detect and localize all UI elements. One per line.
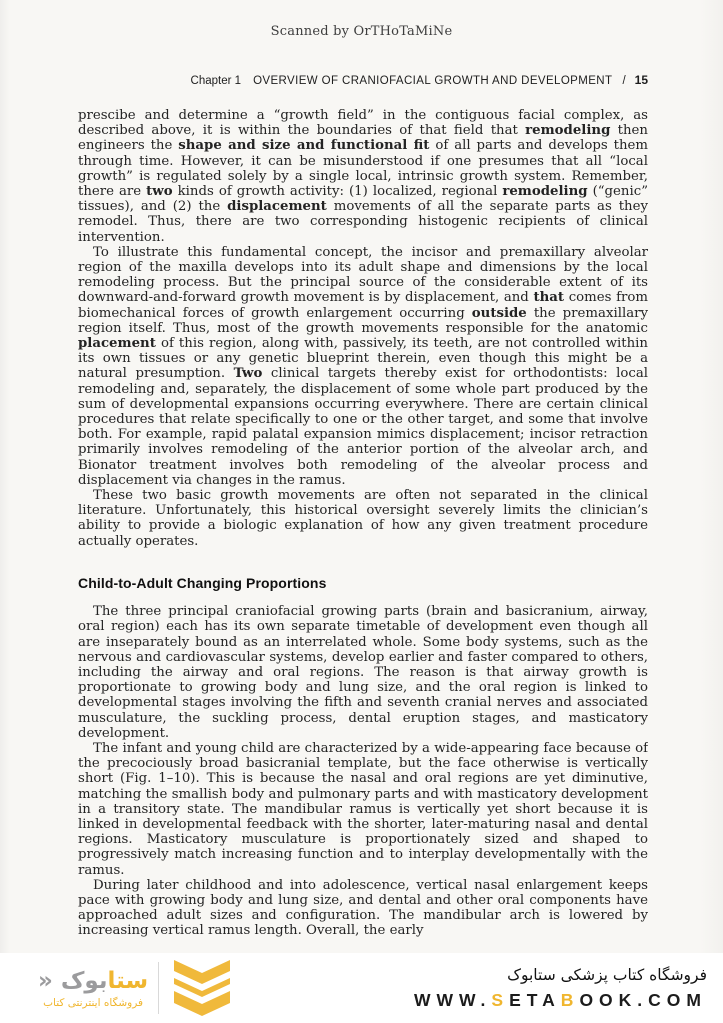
bold-text-run: outside — [471, 305, 527, 321]
text-run: During later childhood and into adolescence, vertical nasal enlargement keeps pace with growing body and lung size, and dental and other oral components have approached adult sizes and configuration. The mandibular arch is lowered by increasing vertical ramus length. Overall, the early — [78, 877, 648, 939]
scan-credit: Scanned by OrTHoTaMiNe — [270, 24, 453, 39]
website-url-segment: S — [491, 990, 510, 1010]
text-run: The three principal craniofacial growing parts (brain and basicranium, airway, oral region) each has its own separate timetable of development even though all are inseparately bound as an interrelated whole. Some body systems, such as the nervous and cardiovascular systems, develop earlier and faster compared to others, including the airway and oral regions. The reason is that airway growth is proportionate to growing body and lung size, and the oral region is linked to developmental stages involving the fifth and seventh cranial nerves and associated musculature, the suckling process, dental eruption stages, and masticatory development. — [78, 604, 648, 741]
bold-text-run: that — [533, 290, 565, 306]
page-number: 15 — [634, 73, 648, 87]
paragraph — [78, 488, 648, 549]
chevron-emblem-icon — [171, 959, 233, 1017]
paragraph — [78, 108, 648, 245]
logo-tagline: فروشگاه اینترنتی کتاب — [43, 996, 144, 1009]
logo-divider — [158, 962, 159, 1014]
website-url-segment: WWW. — [413, 990, 492, 1010]
text-run: kinds of growth activity: (1) localized, regional — [172, 184, 503, 200]
paragraph — [78, 741, 648, 878]
brand-text-segment: ستا — [107, 967, 149, 994]
chapter-label: Chapter 1 — [190, 75, 242, 87]
text-run: clinical targets thereby exist for orthodontists: local remodeling and, separately, the displacement of some whole part produced by the sum of developmental expansions occurring everywhere. There are certain clinical procedures that relate specifically to one or the other target, and some that involve both. For example, rapid palatal expansion mimics displacement; incisor retraction primarily involves remodeling of the anterior portion of the alveolar arch, and Bionator treatment involves both remodeling of the alveolar process and displacement via changes in the ramus. — [78, 366, 648, 488]
header-separator: / — [622, 75, 626, 87]
text-run: movements of all the separate parts as they remodel. Thus, there are two corresponding histogenic recipients of clinical intervention. — [78, 199, 648, 245]
text-run: These two basic growth movements are often not separated in the clinical literature. Unfortunately, this historical oversight severely limits the clinician’s ability to provide a biologic explanation of how any given treatment procedure actually operates. — [78, 488, 648, 549]
page-body-text — [78, 108, 648, 953]
section-heading: Child-to-Adult Changing Proportions — [78, 574, 327, 591]
text-run: the premaxillary region itself. Thus, most of the growth movements responsible for the anatomic — [78, 305, 648, 336]
website-url-segment: OOK.COM — [579, 990, 707, 1010]
paragraph — [78, 604, 648, 741]
text-run: of all parts and develops them through time. However, it can be misunderstood if one presumes that all “local growth” is regulated solely by a single local, intrinsic growth system. Remember, there are — [78, 138, 648, 200]
running-head — [191, 73, 648, 87]
logo-brand-text — [38, 968, 148, 994]
text-run: then engineers the — [78, 123, 648, 154]
bold-text-run: placement — [78, 336, 156, 352]
bold-text-run: remodeling — [502, 184, 588, 200]
setabook-logo — [38, 958, 233, 1018]
brand-text-segment: بوک — [60, 967, 108, 994]
publisher-footer — [0, 953, 723, 1023]
text-run: To illustrate this fundamental concept, the incisor and premaxillary alveolar region of the maxilla develops into its adult shape and dimensions by the local remodeling process. But the principal source of the considerable extent of its downward-and-forward growth movement is by displacement, and — [78, 244, 648, 306]
bold-text-run: shape and size and functional fit — [178, 138, 430, 154]
store-name-persian: فروشگاه کتاب پزشکی ستابوک — [507, 966, 707, 984]
bold-text-run: displacement — [227, 199, 327, 215]
website-url — [414, 990, 707, 1011]
website-url-segment: B — [560, 990, 580, 1010]
bold-text-run: two — [146, 184, 173, 200]
bold-text-run: remodeling — [525, 123, 611, 139]
paragraph — [78, 245, 648, 488]
paragraph — [78, 878, 648, 939]
brand-text-segment: « — [38, 967, 61, 994]
text-run: The infant and young child are characterized by a wide-appearing face because of the precociously broad basicranial template, but the face otherwise is vertically short (Fig. 1–10). This is because the nasal and oral regions are yet diminutive, matching the smallish body and pulmonary parts and with masticatory development in a transitory state. The mandibular ramus is vertically yet short because it is linked in developmental feedback with the shorter, later-maturing nasal and dental regions. Masticatory musculature is proportionately sized and shaped to progressively match increasing function and to interplay developmentally with the ramus. — [78, 740, 648, 878]
bold-text-run: Two — [233, 366, 263, 382]
text-run: comes from biomechanical forces of growth enlargement occurring — [78, 290, 648, 321]
text-run: (“genic” tissues), and (2) the — [78, 184, 648, 215]
chapter-title: OVERVIEW OF CRANIOFACIAL GROWTH AND DEVELOPMENT — [253, 75, 613, 87]
footer-right-block — [414, 965, 709, 1011]
text-run: of this region, along with, passively, its teeth, are not controlled within its own tissues or any genetic blueprint therein, even though this might be a natural presumption. — [78, 336, 648, 382]
website-url-segment: ETA — [509, 990, 561, 1010]
logo-text-block — [38, 968, 148, 1009]
text-run: prescibe and determine a “growth field” in the contiguous facial complex, as described above, it is within the boundaries of that field that — [78, 108, 648, 139]
